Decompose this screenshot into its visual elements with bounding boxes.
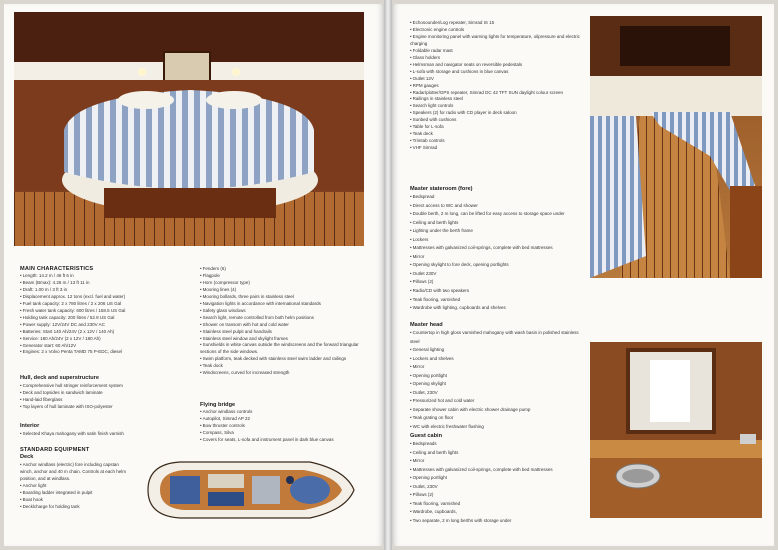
standard-equipment-title: STANDARD EQUIPMENT [20,447,90,453]
list-item: • Windscreens, curved for increased strength [200,370,366,377]
list-item: • Fuel tank capacity: 2 x 780 litres / 2 x 206 US Gal [20,301,200,308]
guest-cabin-title: Guest cabin [410,433,443,439]
list-item: • Engines: 2 x Volvo Penta TAMD 75 P-EDC, diesel [20,349,200,356]
main-characteristics-list [20,273,200,356]
list-item: • Fenders (6) [200,266,366,273]
deck-title: Deck [20,454,34,460]
list-item: • Bow thruster controls [200,423,366,430]
list-item: • Mirror [410,457,582,466]
deck-list-continued [200,266,366,377]
list-item: • Teak deck [410,131,582,138]
list-item: • Outlet, 230V [410,389,582,398]
list-item: • Flagpole [200,273,366,280]
list-item: • Lighting under the berth frame [410,227,582,236]
list-item: • Engine monitoring panel with warning lights for temperature, oilpressure and electric charging [410,34,582,48]
list-item: • Ceiling and berth lights [410,219,582,228]
list-item: • Mirror [410,363,582,372]
flying-bridge-list [200,409,366,444]
list-item: • Safety glass windows [200,308,366,315]
list-item: • VHF Simrad [410,145,582,152]
list-item: • Ceiling and berth lights [410,449,582,458]
flying-bridge-list-continued [410,20,582,152]
list-item: • Length: 14.2 m / 46 ft 6 in [20,273,200,280]
list-item: • Speakers (2) for radio with CD player in deck saloon [410,110,582,117]
list-item: • Selected Khaya mahogany with satin finish varnish [20,431,200,438]
list-item: • Mooring lines (4) [200,287,366,294]
guest-cabin-photo [590,16,762,278]
guest-cabin-list [410,440,582,525]
master-head-list [410,329,582,432]
list-item: • Beam (Bmax): 4.26 m / 13 ft 11 in [20,280,200,287]
list-item: • Covers for seats, L-sofa and instrument panel in dark blue canvas [200,437,366,444]
list-item: • Wardrobe, cupboards, [410,508,582,517]
hull-list [20,383,200,411]
list-item: • Radar/plotter/GPS repeater, Simrad DC 42 TFT SUN daylight colour screen [410,90,582,97]
list-item: • Wardrobe with lighting, cupboards and shelves [410,304,582,313]
master-stateroom-list [410,193,582,313]
list-item: • Comprehensive hull stringer reinforcement system [20,383,200,390]
master-bed-photo [14,12,364,246]
page-gutter [384,0,392,550]
list-item: • WC with electric freshwater flushing [410,423,582,432]
list-item: • Decklcharge for holding tank [20,504,132,511]
list-item: • Outlet 12V [410,76,582,83]
list-item: • Batteries: Start 140 Ah/24V (2 x 12V / 140 Ah) [20,329,200,336]
list-item: • Double berth, 2 m long, can be lifted for easy access to storage space under [410,210,582,219]
list-item: • Foldable radar mast [410,48,582,55]
list-item: • Echosounder/Log repeater, Simrad IS 15 [410,20,582,27]
list-item: • Helmsman and navigator seats on reversible pedestals [410,62,582,69]
list-item: • Boarding ladder integrated in pulpit [20,490,132,497]
list-item: • Teak grating on floor [410,414,582,423]
list-item: • Bedspreads [410,440,582,449]
list-item: • L-sofa with storage and cushions in blue canvas [410,69,582,76]
list-item: • Lockers and shelves [410,355,582,364]
list-item: • Search light controls [410,103,582,110]
list-item: • Trimtab controls [410,138,582,145]
list-item: • Boat hook [20,497,132,504]
list-item: • RPM gauges [410,83,582,90]
list-item: • Opening skylight to fore deck, opening portlights [410,261,582,270]
list-item: • Pressurized hot and cold water [410,397,582,406]
list-item: • Pillows (2) [410,491,582,500]
list-item: • Navigation lights in accordance with international standards [200,301,366,308]
list-item: • Stainless steel pulpit and handrails [200,329,366,336]
list-item: • Outlet 230V [410,270,582,279]
list-item: • Top layers of hull laminate with ISO-polyester [20,404,200,411]
boat-layout-illustration [140,456,356,524]
list-item: • Table for L-sofa [410,124,582,131]
flying-bridge-title: Flying bridge [200,402,236,408]
list-item: • Teak flooring, varnished [410,296,582,305]
list-item: • Fresh water tank capacity: 600 litres / 158.5 US Gal [20,308,200,315]
list-item: • Displacement approx. 12 tons (excl. fuel and water) [20,294,200,301]
list-item: • Mooring bollards, three pairs in stainless steel [200,294,366,301]
master-stateroom-title: Master stateroom (fore) [410,186,473,192]
list-item: • Swim platform, teak decked with stainless steel swim ladder and railings [200,356,366,363]
list-item: • Generator start: 60 Ah/12V [20,343,200,350]
list-item: • Sunbed with cushions [410,117,582,124]
list-item: • Teak dock [200,363,366,370]
interior-list [20,431,200,438]
list-item: • Railings in stainless steel [410,96,582,103]
list-item: • Mattresses with galvanized coil-springs, complete with bed mattresses [410,466,582,475]
list-item: • Search light, remote controlled from both helm positions [200,315,366,322]
list-item: • Autopilot, Simrad AP 22 [200,416,366,423]
list-item: • Anchor windlass controls [200,409,366,416]
list-item: • Service: 180 Ah/24V (2 x 12V / 180 Ah) [20,336,200,343]
list-item: • Draft: 1.00 m / 3 ft 3 in [20,287,200,294]
list-item: • Opening skylight [410,380,582,389]
master-head-title: Master head [410,322,443,328]
list-item: • Lockers [410,236,582,245]
master-head-photo [590,342,762,518]
list-item: • Horn (compressor type) [200,280,366,287]
list-item: • Compass, Silva [200,430,366,437]
list-item: • Hand-laid fiberglass [20,397,200,404]
list-item: • Deck and topsides in sandwich laminate [20,390,200,397]
list-item: • Electronic engine controls [410,27,582,34]
hull-title: Hull, deck and superstructure [20,375,99,381]
list-item: • Pillows (2) [410,278,582,287]
list-item: • Separate shower cabin with electric shower drainage pump [410,406,582,415]
list-item: • Power supply: 12V/24V DC and 230V AC [20,322,200,329]
list-item: • Stainless steel window and skylight frames [200,336,366,343]
list-item: • Holding tank capacity: 200 litres / 52.8 US Gal [20,315,200,322]
list-item: • Sunshields in white canvas outside the windscreens and the forward triangular sections of the side windows. [200,342,366,356]
list-item: • Teak flooring, varnished [410,500,582,509]
list-item: • Opening portlight [410,372,582,381]
list-item: • Two separate, 2 m long berths with storage under [410,517,582,526]
list-item: • Countertop in high gloss varnished mahogany with wash basin in polished stainless steel [410,329,582,346]
list-item: • Radio/CD with two speakers [410,287,582,296]
list-item: • Shower on transom with hot and cold water [200,322,366,329]
list-item: • Anchor windlass (electric) fore including capstan winch, anchor and 40 m chain. Controls at each helm position, and at windlass. [20,462,132,483]
list-item: • General lighting [410,346,582,355]
list-item: • Mirror [410,253,582,262]
list-item: • Outlet, 230V [410,483,582,492]
main-characteristics-title: MAIN CHARACTERISTICS [20,266,94,272]
list-item: • Mattresses with galvanized coil-springs, complete with bed mattresses [410,244,582,253]
list-item: • Bedspread [410,193,582,202]
list-item: • Glass holders [410,55,582,62]
deck-list [20,462,132,511]
interior-title: Interior [20,423,40,429]
list-item: • Anchor light [20,483,132,490]
list-item: • Direct access to WC and shower [410,202,582,211]
list-item: • Opening portlight [410,474,582,483]
